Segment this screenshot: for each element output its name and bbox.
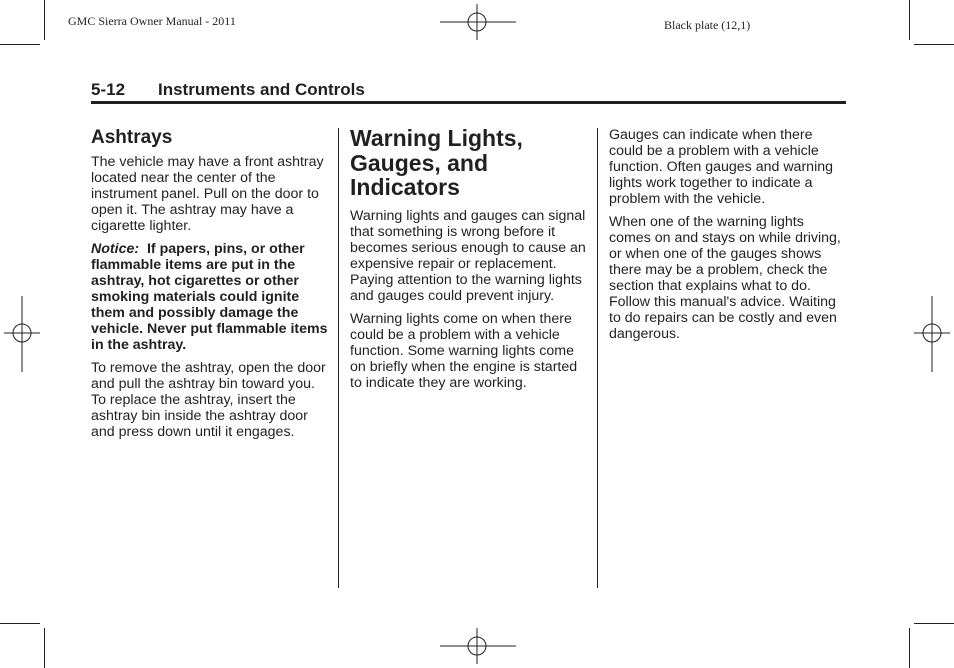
crop-mark-top-right-horizontal [914,44,954,45]
crop-mark-top-right-vertical [909,0,910,40]
crop-mark-top-left-horizontal [0,44,40,45]
paragraph-warning-lights: Warning lights come on when there could be a problem with a vehicle function. Some warning lights come on briefly when the engine is started to indicate they are working. [350,310,578,391]
column-warning-lights [350,126,588,398]
column-ashtrays [91,127,329,447]
crop-mark-bottom-left-horizontal [0,623,40,624]
heading-ashtrays: Ashtrays [91,127,173,148]
section-title: Instruments and Controls [158,80,365,99]
paragraph-warning-stays-on: When one of the warning lights comes on and stays on while driving, or when one of the gauges shows there may be a problem, check the section that explains what to do. Follow this manual's advice. Waiting to do repairs can be costly and even dangerous. [609,214,841,342]
registration-mark-right [912,296,952,372]
notice-paragraph [91,241,329,353]
registration-mark-top [440,2,516,42]
paragraph-ashtray-intro: The vehicle may have a front ashtray located near the center of the instrument panel. Pull on the door to open it. The ashtray may have a cigarette lighter. [91,154,324,234]
notice-text: If papers, pins, or other flammable items are put in the ashtray, hot cigarettes or other smoking materials could ignite them and possibly damage the vehicle. Never put flammable items in the ashtray. [91,241,328,353]
registration-mark-left [2,296,42,372]
paragraph-ashtray-remove: To remove the ashtray, open the door and pull the ashtray bin toward you. To replace the ashtray, insert the ashtray bin inside the ashtray door and press down until it engages. [91,360,326,440]
crop-mark-bottom-left-vertical [44,628,45,668]
section-rule [91,101,846,104]
crop-mark-bottom-right-horizontal [914,623,954,624]
column-gauges [609,127,849,349]
column-divider-2 [597,128,598,588]
paragraph-warning-intro: Warning lights and gauges can signal that something is wrong before it becomes serious enough to cause an expensive repair or replacement. Paying attention to the warning lights and gauges could prevent injury. [350,207,586,304]
manual-title: GMC Sierra Owner Manual - 2011 [68,14,236,28]
crop-mark-bottom-right-vertical [909,628,910,668]
notice-label: Notice: [91,241,140,257]
plate-info: Black plate (12,1) [664,18,751,32]
registration-mark-bottom [440,626,516,666]
section-header [91,80,365,100]
column-divider-1 [338,128,339,588]
heading-warning-lights: Warning Lights, Gauges, and Indicators [350,125,523,200]
paragraph-gauges: Gauges can indicate when there could be a problem with a vehicle function. Often gauges and warning lights work together to indicate a problem with the vehicle. [609,127,834,207]
crop-mark-top-left-vertical [44,0,45,40]
page-number: 5-12 [91,80,126,99]
